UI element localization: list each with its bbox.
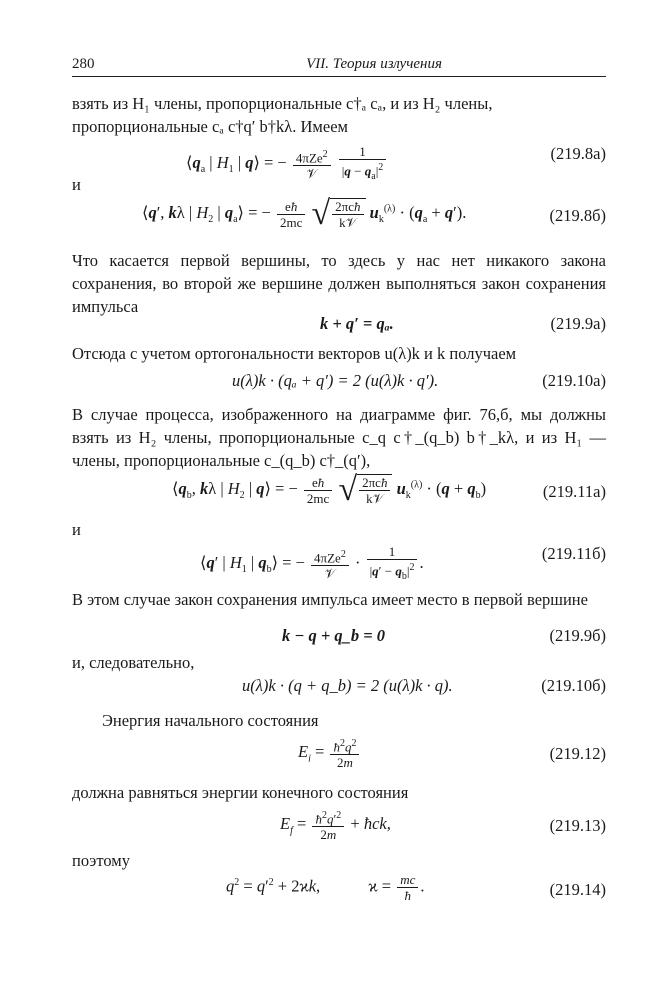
paragraph-5: В этом случае закон сохранения импульса имеет место в первой вершине	[72, 590, 588, 609]
equation-number: (219.10б)	[541, 676, 606, 695]
equation-219-12: $E_i$ = $\frac{ħ^2q^2}{2m}$ (219.12)	[298, 738, 606, 771]
paragraph-9: поэтому	[72, 851, 130, 870]
equation-number: (219.8a)	[550, 144, 606, 163]
equation-number: (219.11б)	[541, 544, 606, 563]
equation-number: (219.8б)	[549, 206, 606, 225]
equation-219-13: $E_f$ = $\frac{ħ^2q'^2}{2m}$ + ħck, (219.13)	[280, 810, 606, 843]
equation-text: k + q′ = qₐ.	[320, 314, 394, 333]
paragraph-4: В случае процесса, изображенного на диаграмме фиг. 76,б, мы должны взять из H₂ члены, пропорциональные c_q c†_(q_b) b†_kλ, и из H₁ — члены, пропорциональные c_(q_b) c†_(q′),	[72, 405, 606, 470]
paragraph-2: Что касается первой вершины, то здесь у нас нет никакого закона сохранения, во второй же вершине должен выполняться закон сохранения импульса	[72, 251, 606, 316]
equation-219-11b: ⟨q′ | $H_1$ | $q_b⟩$ = − $\frac{4\pi Ze^2}{\text{𝒱}}$ · $\frac{1}{|q' - q_b|^2}$ . (219.11б)	[200, 544, 606, 582]
equation-number: (219.14)	[549, 880, 606, 899]
equation-number: (219.13)	[549, 816, 606, 835]
paragraph-7: Энергия начального состояния	[102, 711, 319, 730]
equation-number: (219.12)	[549, 744, 606, 763]
equation-text: u(λ)k · (qₐ + q′) = 2 (u(λ)k · q′).	[232, 371, 439, 390]
chapter-title: VII. Теория излучения	[306, 56, 442, 72]
page-number: 280	[72, 56, 95, 72]
equation-text: u(λ)k · (q + q_b) = 2 (u(λ)k · q).	[242, 676, 453, 695]
equation-number: (219.10a)	[542, 371, 606, 390]
equation-219-8b: ⟨q′, kλ | $H_2$ | $q_a⟩$ = − $\frac{eħ}{2mc}$ √ $\frac{\text{2πcħ}}{\text{k𝒱}}$ $u_k^{(\lambda)} \cdot (q_a + q')$. (219.8б)	[142, 195, 606, 232]
equation-219-9a	[72, 314, 606, 344]
conjunction-and: и	[72, 520, 81, 539]
paragraph-1-line-2: пропорциональные cₐ c†q′ b†kλ. Имеем	[72, 117, 348, 136]
paragraph-1-line-1: взять из H₁ члены, пропорциональные c†ₐ cₐ, и из H₂ члены,	[72, 94, 493, 113]
running-header	[72, 54, 606, 77]
equation-number: (219.9a)	[550, 314, 606, 333]
paragraph-8: должна равняться энергии конечного состояния	[72, 783, 409, 802]
equation-219-14: $q^2 = q'^2 + 2ϰk$, ϰ = $\frac{mc}{ħ}$ . (219.14)	[226, 872, 606, 903]
paragraph-3: Отсюда с учетом ортогональности векторов u(λ)k и k получаем	[72, 344, 517, 363]
equation-text: k − q + q_b = 0	[282, 626, 386, 645]
paragraph-6: и, следовательно,	[72, 653, 195, 672]
equation-219-10a	[72, 371, 606, 401]
conjunction-and: и	[72, 175, 81, 194]
equation-219-11a: $⟨q_b$, kλ | $H_2$ | q⟩ = − $\frac{eħ}{2mc}$ √ $\frac{\text{2πcħ}}{\text{k𝒱}}$ $u_k^{(\lambda)} \cdot (q + q_b)$ (219.11a)	[172, 471, 606, 508]
equation-219-8a: $⟨q_a$ | $H_1$ | q⟩ = − $\frac{4\pi Ze^2}{\text{𝒱}}$ $\frac{1}{|q - q_a|^2}$ (219.8a)	[186, 144, 606, 182]
equation-219-10b	[72, 676, 606, 706]
equation-number: (219.9б)	[549, 626, 606, 645]
equation-number: (219.11a)	[542, 482, 606, 501]
